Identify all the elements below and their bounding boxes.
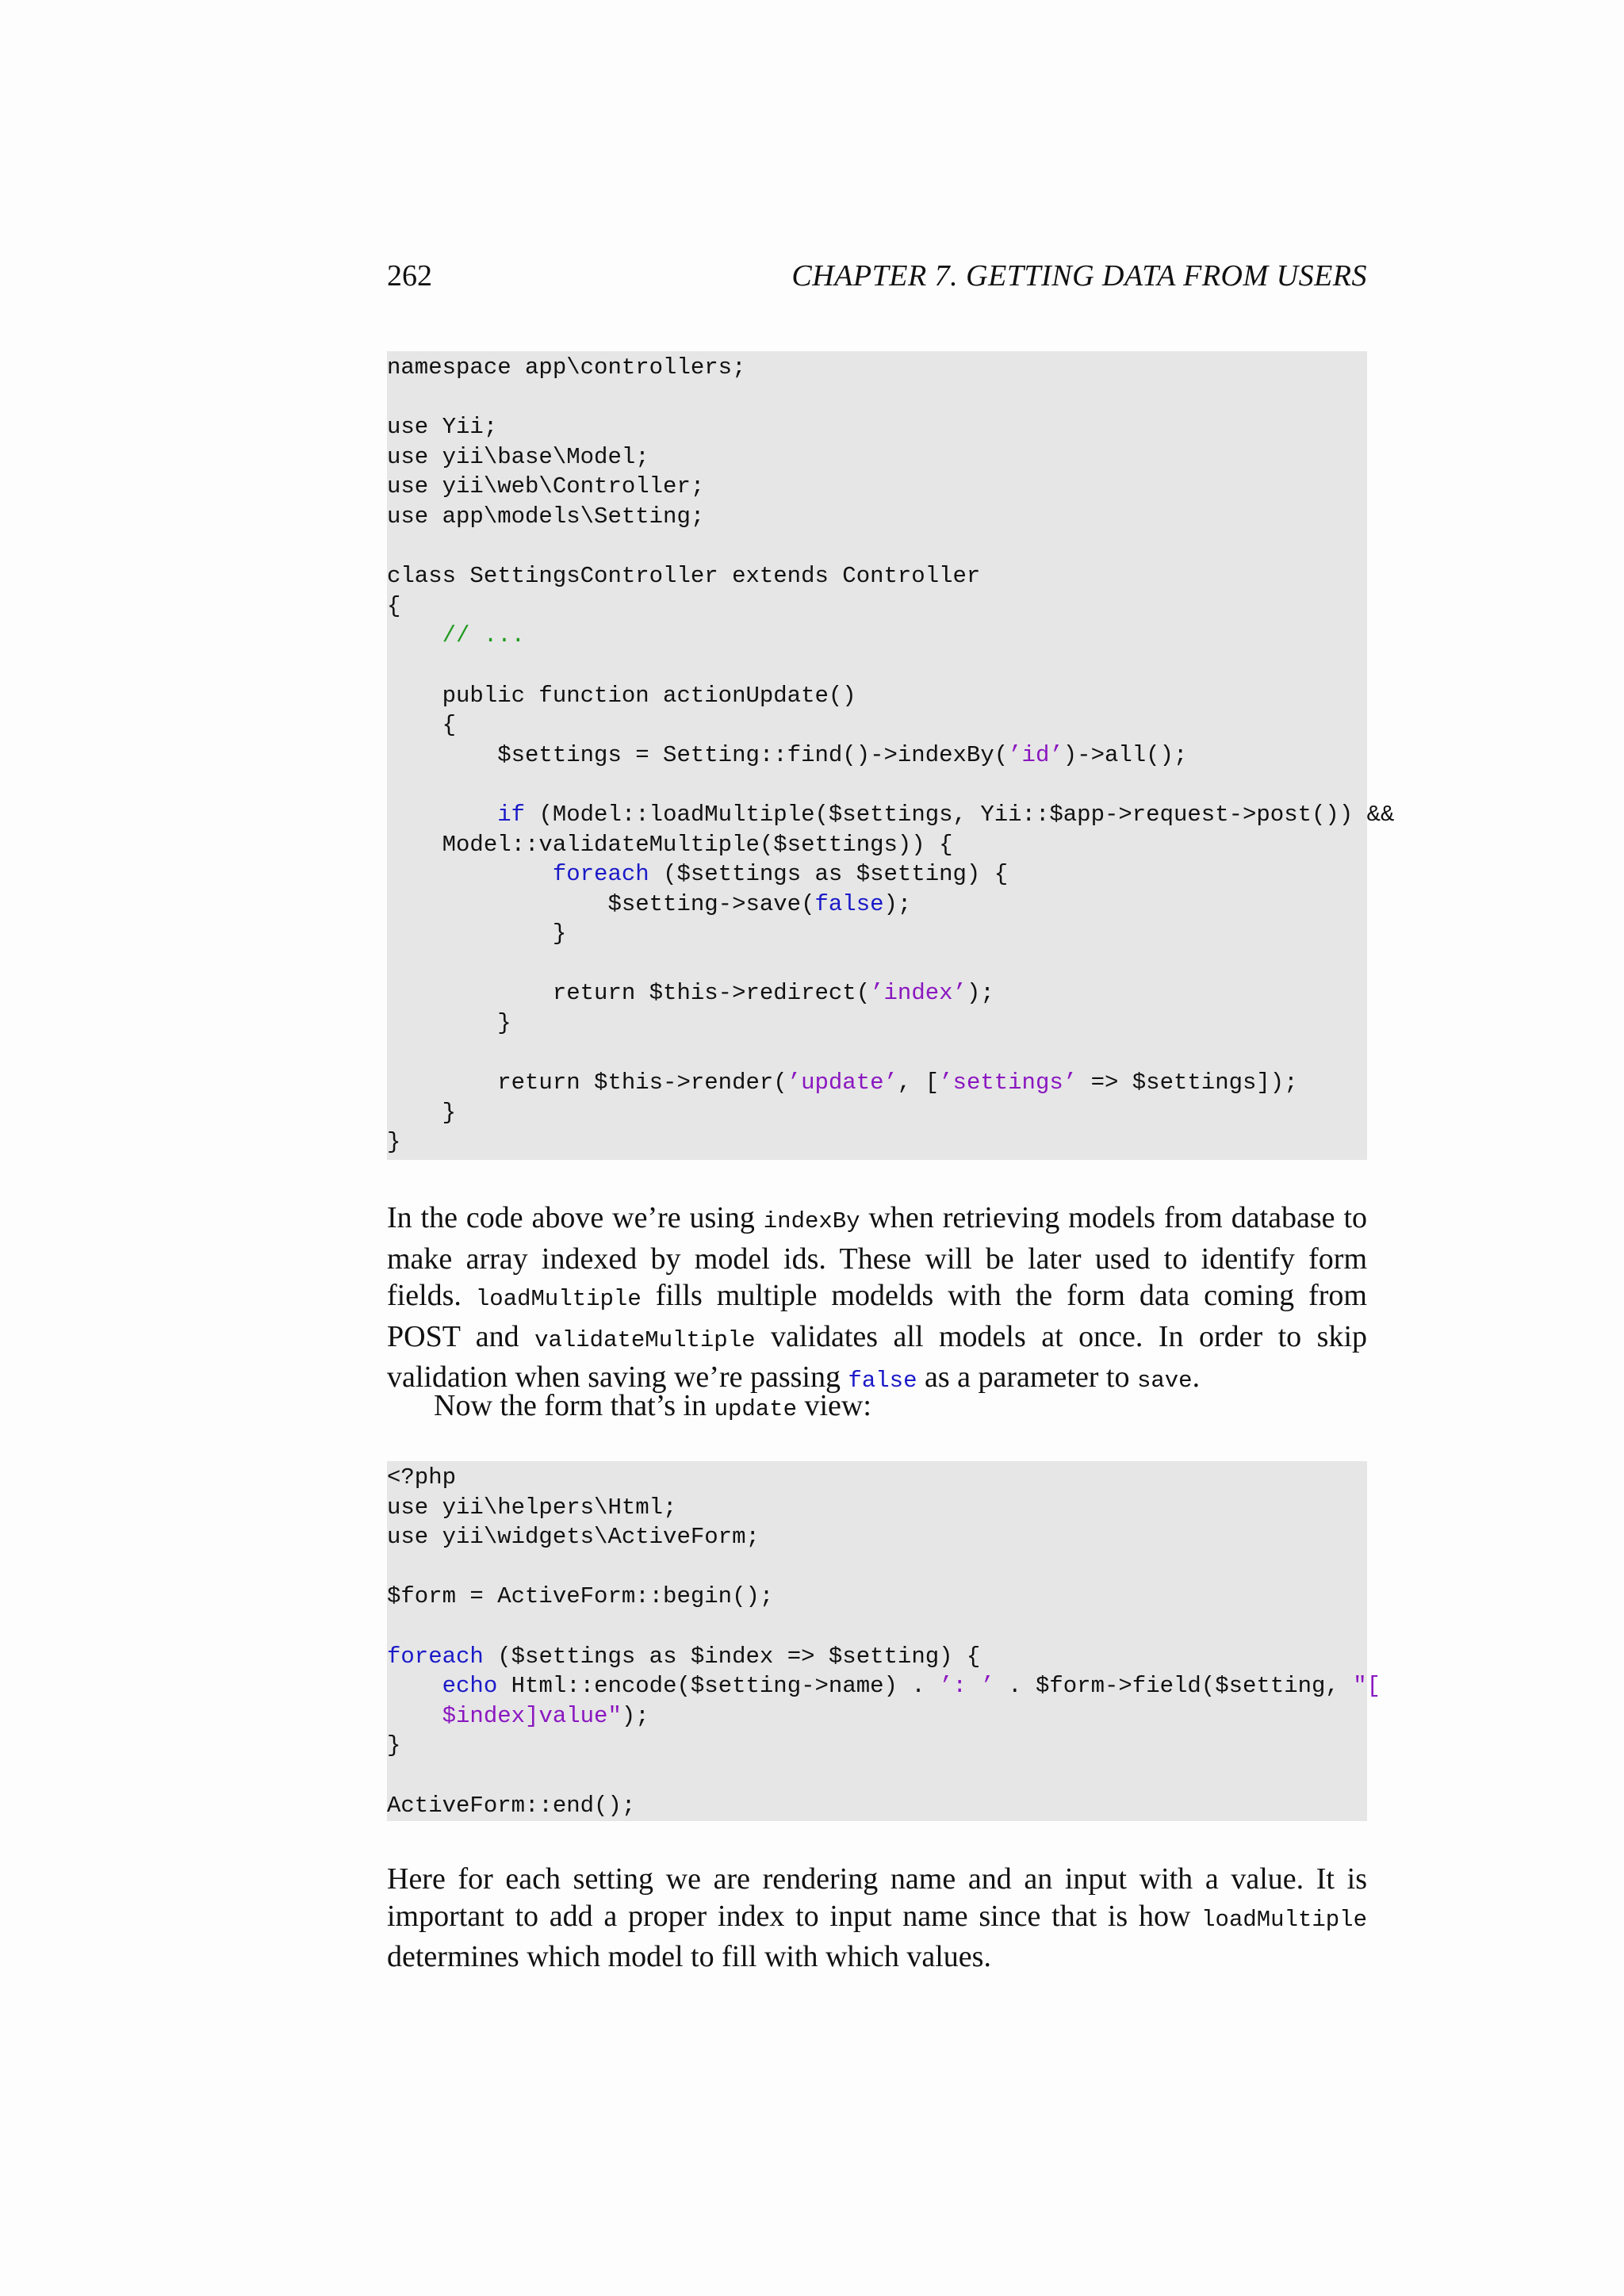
code-token: ’settings’: [939, 1070, 1078, 1096]
code-line: [387, 1098, 1367, 1128]
chapter-title: CHAPTER 7. GETTING DATA FROM USERS: [791, 259, 1367, 293]
code-token: [387, 1673, 442, 1699]
paragraph-index-note: [387, 1861, 1367, 1976]
inline-code: loadMultiple: [475, 1286, 642, 1312]
inline-code: indexBy: [763, 1208, 860, 1234]
code-token: $setting->save(: [387, 890, 815, 917]
code-line: [387, 502, 1367, 532]
code-block-settings-controller: [387, 351, 1395, 1160]
text-run: In the code above we’re using: [387, 1201, 764, 1234]
code-token: }: [387, 1099, 457, 1126]
code-line: [387, 740, 1367, 771]
code-token: <?php: [387, 1464, 457, 1490]
code-line: [387, 1552, 1367, 1582]
code-line: [387, 710, 1367, 740]
code-token: use yii\web\Controller;: [387, 473, 705, 500]
code-line: [387, 1701, 1367, 1732]
inline-code: loadMultiple: [1201, 1906, 1367, 1933]
code-token: ’update’: [787, 1070, 898, 1096]
code-token: );: [966, 980, 994, 1007]
code-token: foreach: [387, 1643, 484, 1670]
code-line: [387, 532, 1367, 562]
text-run: determines which model to fill with which values.: [387, 1940, 991, 1973]
code-line: [387, 978, 1367, 1008]
code-line: [387, 890, 1367, 920]
inline-code: update: [714, 1396, 797, 1422]
code-token: }: [387, 1010, 511, 1037]
code-token: public function actionUpdate(): [387, 682, 856, 709]
code-token: use yii\widgets\ActiveForm;: [387, 1524, 760, 1551]
text-run: fills multiple modelds with the form data coming from POST and: [387, 1279, 1367, 1353]
text-run: when retrieving models from database to make array indexed by model ids. These will be later used to identify form fields.: [387, 1201, 1368, 1312]
code-token: {: [387, 712, 457, 739]
code-token: ’id’: [1008, 741, 1063, 768]
code-token: echo: [442, 1673, 498, 1700]
code-token: $settings = Setting::find()->indexBy(: [387, 741, 1009, 768]
code-token: {: [387, 592, 401, 619]
inline-code: save: [1136, 1368, 1193, 1394]
text-run: view:: [796, 1389, 871, 1422]
code-token: , [: [897, 1070, 940, 1096]
code-line: [387, 949, 1367, 979]
code-line: [387, 1671, 1381, 1701]
code-token: )->all();: [1063, 741, 1188, 768]
code-token: ($settings as $setting) {: [649, 861, 1009, 888]
code-line: [387, 1791, 1367, 1821]
page-header: [387, 258, 1367, 298]
code-token: use yii\base\Model;: [387, 443, 649, 470]
paragraph-explanation: [387, 1200, 1367, 1400]
code-token: ’: ’: [939, 1673, 994, 1700]
inline-code: validateMultiple: [534, 1326, 756, 1353]
text-run: .: [1192, 1360, 1201, 1394]
code-line: [387, 353, 1367, 383]
code-token: foreach: [552, 861, 649, 888]
code-line: [387, 1522, 1367, 1552]
code-token: => $settings]);: [1077, 1070, 1298, 1096]
code-token: use yii\helpers\Html;: [387, 1494, 677, 1521]
code-line: [387, 859, 1367, 890]
code-line: [387, 800, 1395, 830]
code-line: [387, 1068, 1367, 1098]
code-line: [387, 770, 1367, 800]
code-token: namespace app\controllers;: [387, 354, 746, 381]
text-run: Now the form that’s in: [434, 1389, 714, 1422]
text-run: validates all models at once. In order to skip validation when saving we’re passing: [387, 1319, 1367, 1394]
code-line: [387, 1127, 1367, 1158]
code-token: [387, 1703, 442, 1729]
code-line: [387, 651, 1367, 681]
code-line: [387, 1493, 1367, 1523]
text-run: Here for each setting we are rendering name and an input with a value. It is important to add a proper index to input name since that is how: [387, 1862, 1367, 1933]
code-line: [387, 1731, 1367, 1761]
code-line: [387, 919, 1367, 949]
code-token: . $form->field($setting,: [994, 1673, 1354, 1700]
code-line: [387, 1463, 1367, 1493]
paragraph-form-intro: [387, 1387, 1367, 1429]
code-token: }: [387, 1129, 401, 1156]
code-token: Model::validateMultiple($settings)) {: [387, 831, 953, 858]
code-token: [387, 861, 553, 887]
code-token: [387, 622, 442, 649]
code-token: $index]value": [442, 1702, 622, 1729]
code-line: [387, 383, 1367, 413]
code-token: return $this->redirect(: [387, 980, 871, 1007]
code-line: [387, 412, 1367, 442]
code-token: // ...: [442, 622, 526, 649]
code-token: use app\models\Setting;: [387, 503, 705, 530]
code-line: [387, 1582, 1367, 1612]
code-token: "[: [1353, 1673, 1381, 1700]
code-token: Html::encode($setting->name) .: [497, 1673, 940, 1700]
code-token: ($settings as $index => $setting) {: [483, 1643, 981, 1670]
code-line: [387, 442, 1367, 473]
code-line: [387, 561, 1367, 591]
code-token: false: [814, 890, 884, 917]
code-token: $form = ActiveForm::begin();: [387, 1583, 774, 1610]
code-token: class SettingsController extends Controller: [387, 563, 981, 590]
code-line: [387, 830, 1367, 860]
code-line: [387, 472, 1367, 502]
code-line: [387, 591, 1367, 622]
code-token: }: [387, 920, 567, 947]
text-run: as a parameter to: [917, 1360, 1137, 1394]
code-line: [387, 1612, 1367, 1642]
code-token: }: [387, 1732, 401, 1759]
code-block-update-view: [387, 1461, 1381, 1821]
code-token: [387, 802, 497, 828]
code-line: [387, 681, 1367, 711]
code-token: ’index’: [870, 980, 967, 1007]
code-token: (Model::loadMultiple($settings, Yii::$app->request->post()) &&: [525, 801, 1395, 828]
code-line: [387, 1642, 1367, 1672]
code-line: [387, 1761, 1367, 1791]
inline-code: false: [848, 1368, 917, 1394]
code-token: ActiveForm::end();: [387, 1792, 636, 1819]
code-line: [387, 1008, 1367, 1039]
code-token: if: [497, 801, 526, 828]
code-token: );: [883, 890, 912, 917]
page-number: 262: [387, 259, 432, 293]
code-line: [387, 621, 1367, 651]
code-token: return $this->render(: [387, 1070, 787, 1096]
code-line: [387, 1039, 1367, 1069]
code-token: );: [621, 1702, 649, 1729]
code-token: use Yii;: [387, 414, 498, 441]
